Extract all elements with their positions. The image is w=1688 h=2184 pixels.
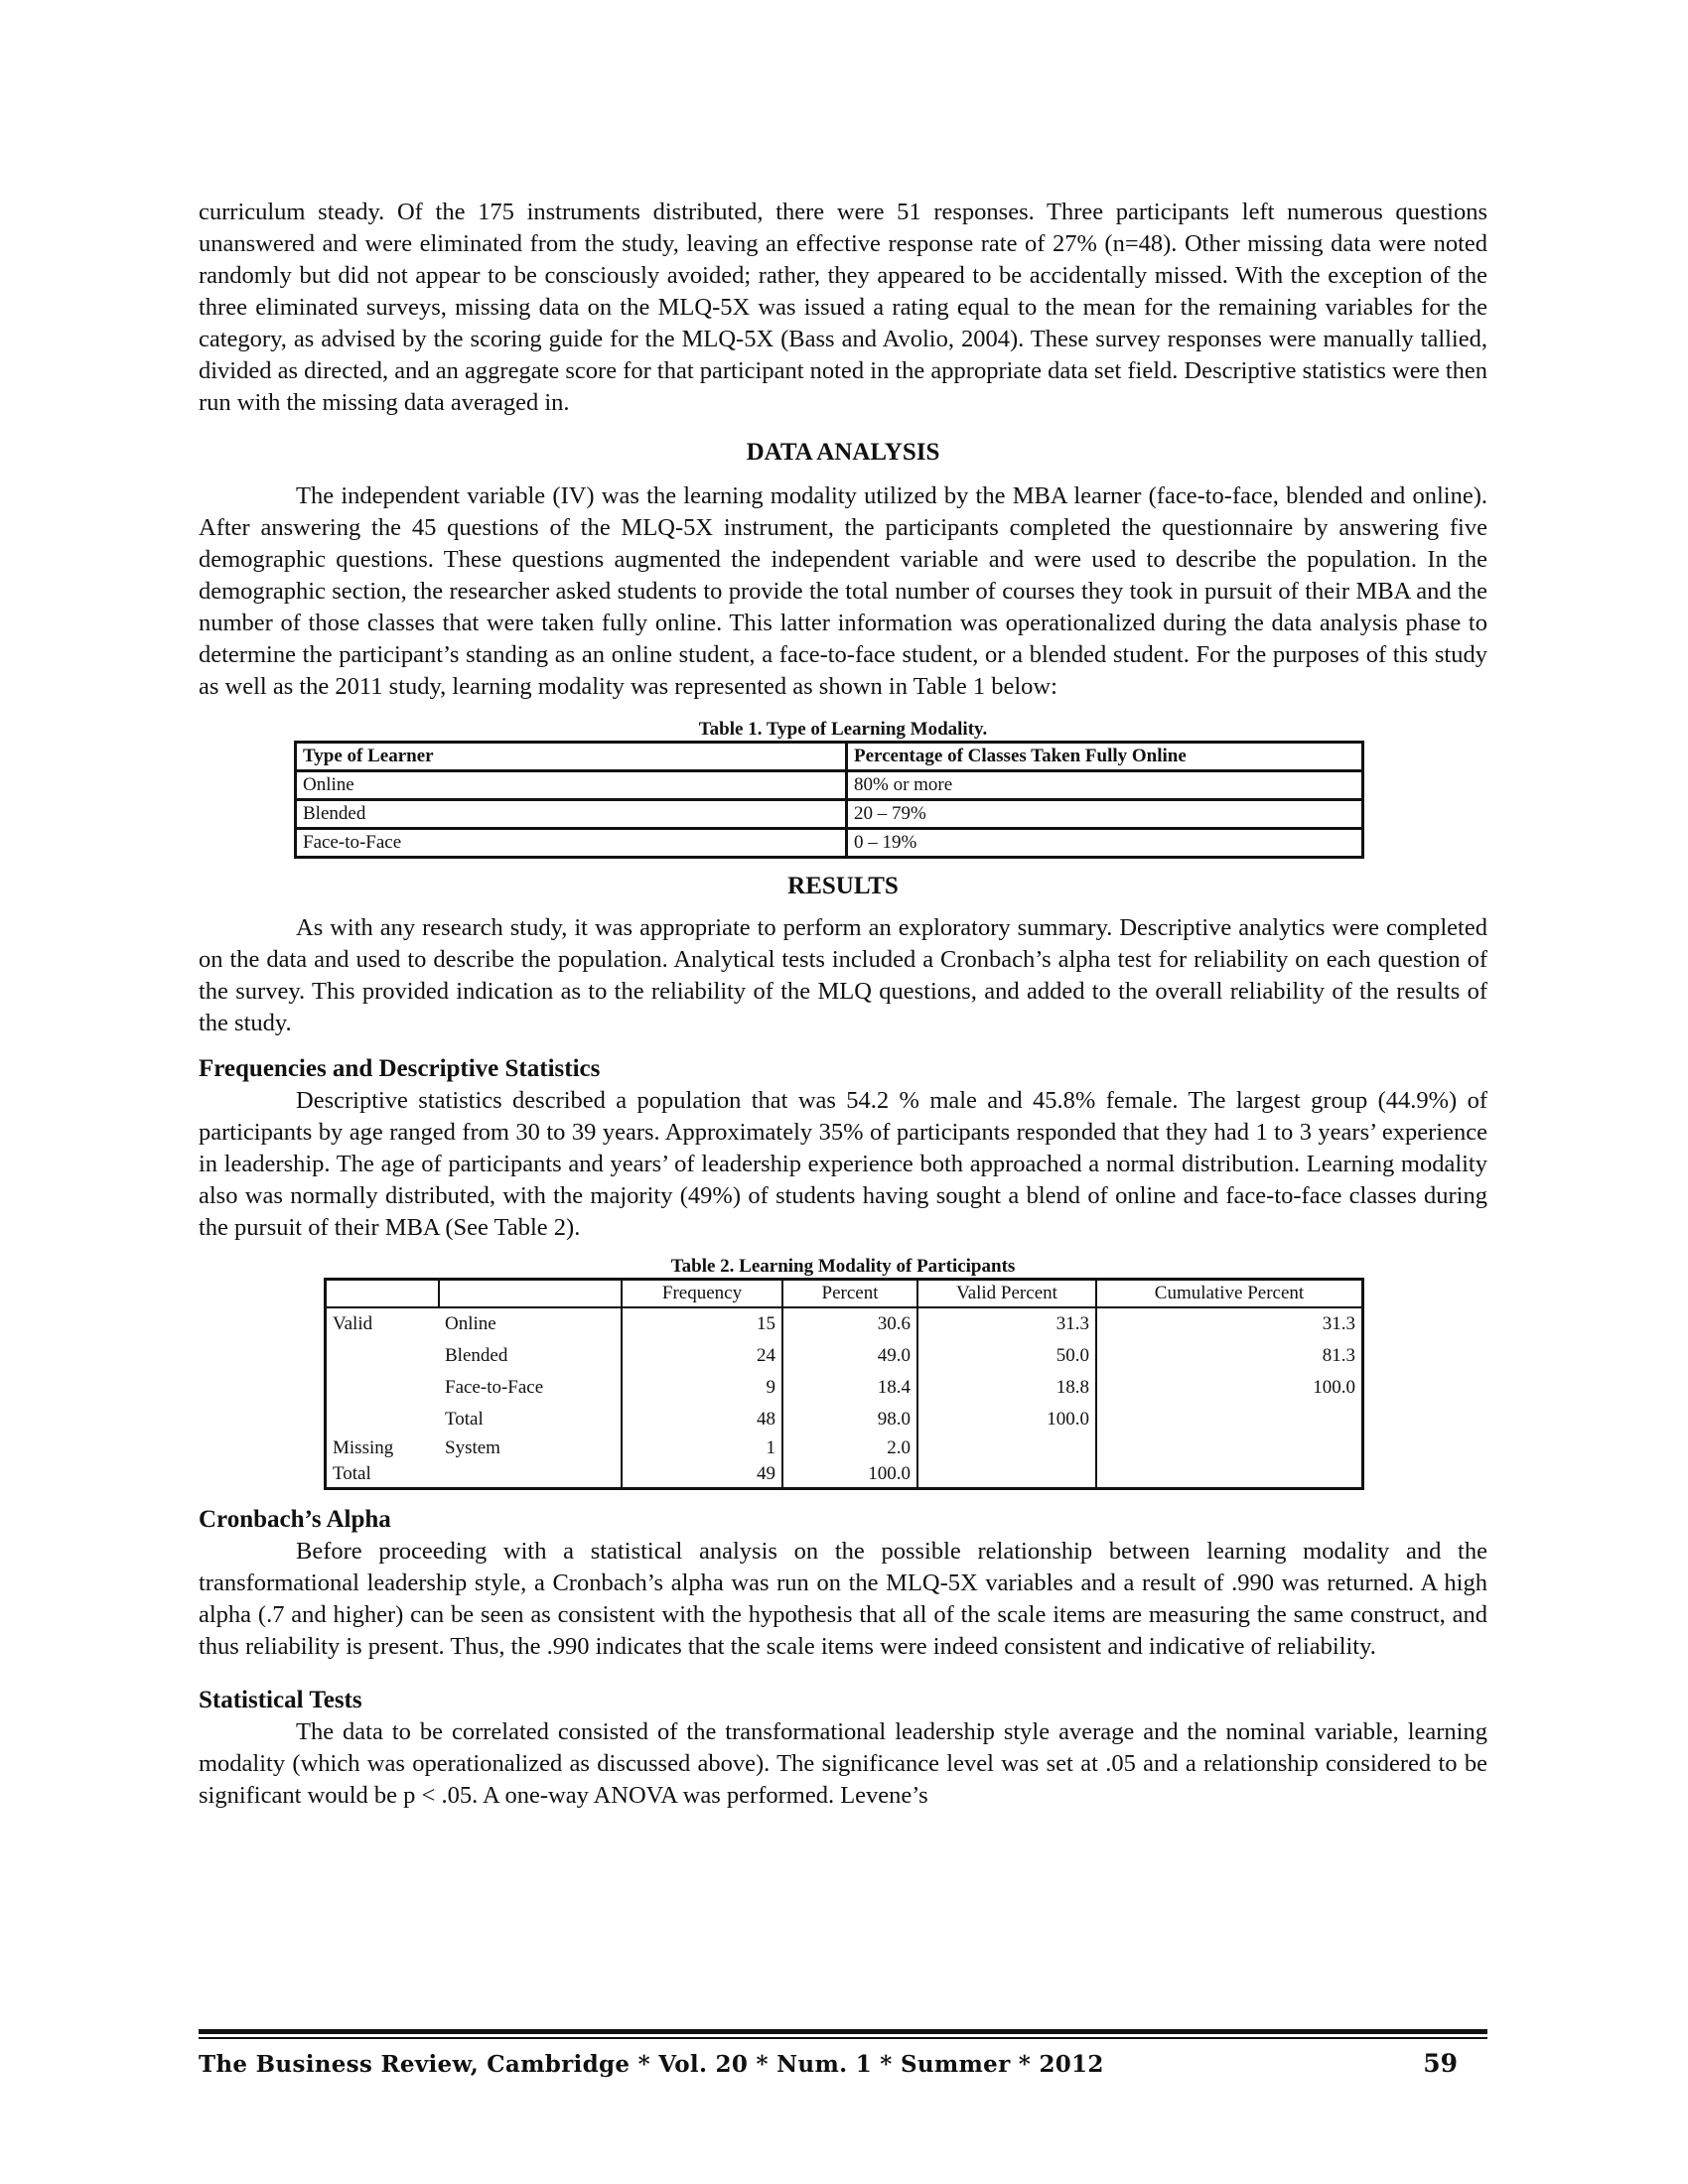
table-cell: 100.0 <box>917 1404 1096 1435</box>
table2 <box>324 1278 1364 1490</box>
footer-rule-thin <box>199 2037 1487 2039</box>
table-row <box>326 1372 1363 1404</box>
table2-header-cell <box>326 1280 440 1308</box>
table-cell: 50.0 <box>917 1340 1096 1372</box>
table1-header-row <box>296 743 1363 771</box>
intro-paragraph: curriculum steady. Of the 175 instruments distributed, there were 51 responses. Three participants left numerous questions unanswered and were eliminated from the study, leaving an effective response rate of 27% (n=48). Other missing data were noted randomly but did not appear to be consciously avoided; rather, they appeared to be accidentally missed. With the exception of the three eliminated surveys, missing data on the MLQ-5X was issued a rating equal to the mean for the remaining variables for the category, as advised by the scoring guide for the MLQ-5X (Bass and Avolio, 2004). These survey responses were manually tallied, divided as directed, and an aggregate score for that participant noted in the appropriate data set field. Descriptive statistics were then run with the missing data averaged in. <box>199 199 1487 416</box>
table-row <box>326 1307 1363 1340</box>
table-cell <box>917 1461 1096 1489</box>
table1-header-cell: Type of Learner <box>296 743 847 771</box>
table-cell: 31.3 <box>917 1307 1096 1340</box>
table-cell <box>439 1461 622 1489</box>
table-cell: 20 – 79% <box>847 800 1363 829</box>
table2-header-cell <box>439 1280 622 1308</box>
table-cell <box>326 1404 440 1435</box>
table-row <box>326 1404 1363 1435</box>
table-row <box>326 1435 1363 1461</box>
data-analysis-heading: DATA ANALYSIS <box>746 439 940 466</box>
table-cell: 0 – 19% <box>847 829 1363 858</box>
table-row <box>326 1461 1363 1489</box>
table-cell: Valid <box>333 1313 373 1334</box>
cronbach-heading: Cronbach’s Alpha <box>199 1506 391 1533</box>
frequencies-paragraph: Descriptive statistics described a population that was 54.2 % male and 45.8% female. The largest group (44.9%) of participants by age ranged from 30 to 39 years. Approximately 35% of participants responded that they had 1 to 3 years’ experience in leadership. The age of participants and years’ of leadership experience both approached a normal distribution. Learning modality also was normally distributed, with the majority (49%) of students having sought a blend of online and face-to-face classes during the pursuit of their MBA (See Table 2). <box>199 1087 1487 1241</box>
page-number: 59 <box>1423 2049 1458 2078</box>
table-cell: 18.8 <box>917 1372 1096 1404</box>
table-cell: Online <box>296 771 847 800</box>
table-cell: 18.4 <box>782 1372 917 1404</box>
page-footer <box>199 2029 1487 2078</box>
table-cell: Missing <box>333 1437 394 1458</box>
table-cell <box>1096 1461 1363 1489</box>
data-analysis-paragraph: The independent variable (IV) was the learning modality utilized by the MBA learner (face-to-face, blended and online). After answering the 45 questions of the MLQ-5X instrument, the participants completed the questionnaire by answering five demographic questions. These questions augmented the independent variable and were used to describe the population. In the demographic section, the researcher asked students to provide the total number of courses they took in pursuit of their MBA and the number of those classes that were taken fully online. This latter information was operationalized during the data analysis phase to determine the participant’s standing as an online student, a face-to-face student, or a blended student. For the purposes of this study as well as the 2011 study, learning modality was represented as shown in Table 1 below: <box>199 482 1487 700</box>
table-row <box>296 771 1363 800</box>
table-cell <box>917 1435 1096 1461</box>
frequencies-heading: Frequencies and Descriptive Statistics <box>199 1055 601 1082</box>
table1-caption: Table 1. Type of Learning Modality. <box>698 719 988 740</box>
table-cell: 49.0 <box>782 1340 917 1372</box>
table-cell: Blended <box>445 1345 508 1366</box>
table-cell: Blended <box>296 800 847 829</box>
table-cell: System <box>445 1437 500 1458</box>
table-cell: 49 <box>622 1461 782 1489</box>
table-cell: 24 <box>622 1340 782 1372</box>
table-row <box>326 1340 1363 1372</box>
results-heading: RESULTS <box>787 873 899 899</box>
table-cell: 48 <box>622 1404 782 1435</box>
table2-header-cell: Percent <box>782 1280 917 1308</box>
table-cell: 1 <box>622 1435 782 1461</box>
footer-rule-thick <box>199 2029 1487 2034</box>
table2-caption: Table 2. Learning Modality of Participants <box>670 1256 1016 1277</box>
table-cell: 98.0 <box>782 1404 917 1435</box>
page-body <box>199 197 1487 1812</box>
table1 <box>294 741 1364 859</box>
table-cell: 81.3 <box>1096 1340 1363 1372</box>
table2-header-cell: Frequency <box>622 1280 782 1308</box>
statistical-tests-heading: Statistical Tests <box>199 1687 362 1713</box>
table2-header-row <box>326 1280 1363 1308</box>
table-row <box>296 800 1363 829</box>
table-cell: Face-to-Face <box>445 1377 544 1398</box>
table2-header-cell: Cumulative Percent <box>1096 1280 1363 1308</box>
statistical-tests-paragraph: The data to be correlated consisted of the transformational leadership style average and the nominal variable, learning modality (which was operationalized as discussed above). The significance level was set at .05 and a relationship considered to be significant would be p < .05. A one-way ANOVA was performed. Levene’s <box>199 1718 1487 1809</box>
cronbach-paragraph: Before proceeding with a statistical analysis on the possible relationship between learning modality and the transformational leadership style, a Cronbach’s alpha was run on the MLQ-5X variables and a result of .990 was returned. A high alpha (.7 and higher) can be seen as consistent with the hypothesis that all of the scale items are measuring the same construct, and thus reliability is present. Thus, the .990 indicates that the scale items were indeed consistent and indicative of reliability. <box>199 1538 1487 1660</box>
table-cell: 15 <box>622 1307 782 1340</box>
table-cell: 100.0 <box>1096 1372 1363 1404</box>
table-cell: 100.0 <box>782 1461 917 1489</box>
table-cell: 80% or more <box>847 771 1363 800</box>
table-cell: Total <box>333 1463 371 1484</box>
table-cell: Face-to-Face <box>296 829 847 858</box>
table-cell <box>1096 1404 1363 1435</box>
table-cell: Total <box>445 1409 484 1430</box>
table2-header-cell: Valid Percent <box>917 1280 1096 1308</box>
table-cell: Online <box>445 1313 496 1334</box>
table-cell: 30.6 <box>782 1307 917 1340</box>
table-cell: 9 <box>622 1372 782 1404</box>
table-cell: 31.3 <box>1096 1307 1363 1340</box>
table1-header-cell: Percentage of Classes Taken Fully Online <box>847 743 1363 771</box>
table-cell <box>1096 1435 1363 1461</box>
results-paragraph: As with any research study, it was appropriate to perform an exploratory summary. Descriptive analytics were completed on the data and used to describe the population. Analytical tests included a Cronbach’s alpha test for reliability on each question of the survey. This provided indication as to the reliability of the MLQ questions, and added to the overall reliability of the results of the study. <box>199 914 1487 1036</box>
table-cell <box>326 1372 440 1404</box>
table-cell: 2.0 <box>782 1435 917 1461</box>
table-row <box>296 829 1363 858</box>
table-cell <box>326 1340 440 1372</box>
journal-citation: The Business Review, Cambridge * Vol. 20 * Num. 1 * Summer * 2012 <box>199 2051 1104 2078</box>
